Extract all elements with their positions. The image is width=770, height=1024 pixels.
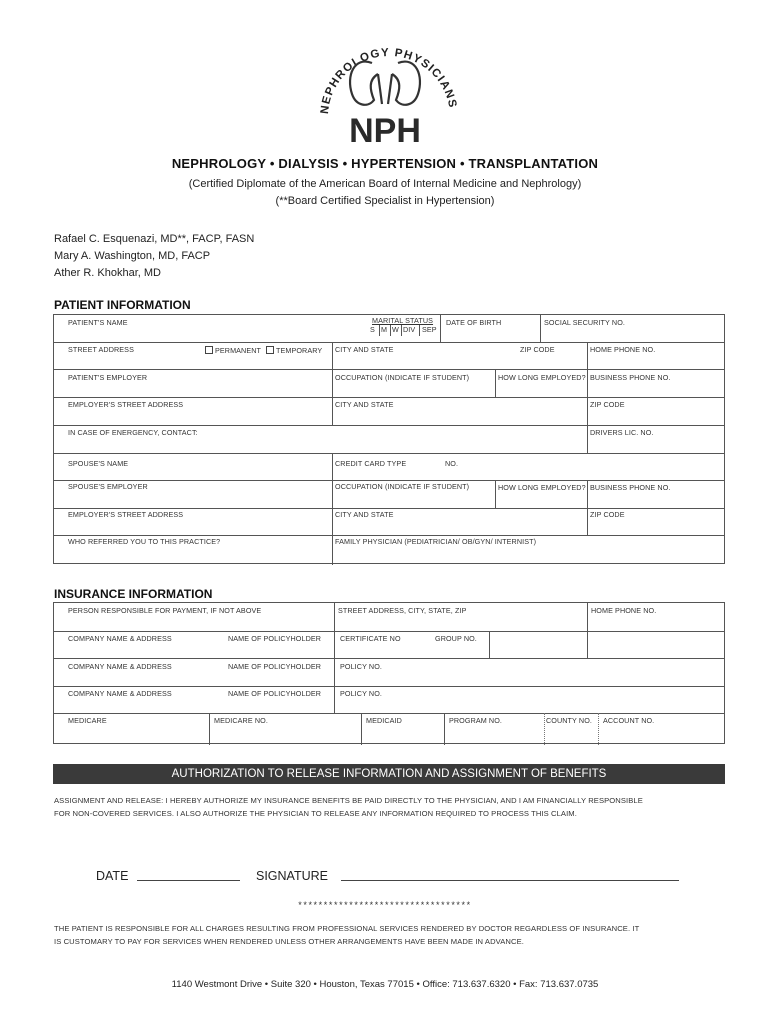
marital-div[interactable]: DIV	[403, 325, 416, 334]
assignment-line-1: ASSIGNMENT AND RELEASE: I HEREBY AUTHORIZE MY INSURANCE BENEFITS BE PAID DIRECTLY TO THE PHYSICIAN, AND I AM FINANCIALLY RESPONSIBLE	[54, 796, 643, 805]
responsible-address-label: STREET ADDRESS, CITY, STATE, ZIP	[338, 606, 467, 615]
spouse-name-label: SPOUSE'S NAME	[68, 459, 129, 468]
spouse-employer-zip-label: ZIP CODE	[590, 510, 625, 519]
logo-graphic	[290, 8, 480, 158]
dob-label: DATE OF BIRTH	[446, 318, 502, 327]
policyholder-1-label: NAME OF POLICYHOLDER	[228, 634, 322, 643]
patient-info-title: PATIENT INFORMATION	[54, 298, 191, 312]
policyholder-2-label: NAME OF POLICYHOLDER	[228, 662, 322, 671]
certification-line: (Certified Diplomate of the American Board of Internal Medicine and Nephrology)	[188, 178, 582, 190]
doctor-3: Ather R. Khokhar, MD	[54, 267, 161, 279]
spouse-employer-label: SPOUSE'S EMPLOYER	[68, 482, 148, 491]
signature-label: SIGNATURE	[256, 869, 328, 883]
spouse-how-long-label: HOW LONG EMPLOYED?	[498, 483, 586, 492]
marital-w[interactable]: W	[392, 325, 399, 334]
spouse-business-phone-label: BUSINESS PHONE NO.	[590, 483, 671, 492]
ssn-label: SOCIAL SECURITY NO.	[544, 318, 625, 327]
marital-s[interactable]: S	[370, 325, 375, 334]
employer-street-label: EMPLOYER'S STREET ADDRESS	[68, 400, 184, 409]
spouse-employer-city-label: CITY AND STATE	[335, 510, 394, 519]
nph-logo	[290, 8, 480, 158]
program-no-label: PROGRAM NO.	[449, 716, 503, 725]
responsible-phone-label: HOME PHONE NO.	[591, 606, 657, 615]
group-no-label: GROUP NO.	[435, 634, 477, 643]
street-address-label: STREET ADDRESS	[68, 345, 134, 354]
referred-by-label: WHO REFERRED YOU TO THIS PRACTICE?	[68, 537, 221, 546]
credit-card-label: CREDIT CARD TYPE	[335, 459, 407, 468]
account-no-label: ACCOUNT NO.	[603, 716, 655, 725]
company-1-label: COMPANY NAME & ADDRESS	[68, 634, 172, 643]
family-physician-label: FAMILY PHYSICIAN (PEDIATRICIAN/ OB/GYN/ INTERNIST)	[335, 537, 537, 546]
how-long-label: HOW LONG EMPLOYED?	[498, 373, 586, 382]
marital-m[interactable]: M	[381, 325, 388, 334]
county-no-label: COUNTY NO.	[546, 716, 592, 725]
patients-name-label: PATIENT'S NAME	[68, 318, 128, 327]
employer-zip-label: ZIP CODE	[590, 400, 625, 409]
kidney-icon	[350, 62, 420, 105]
authorization-banner: AUTHORIZATION TO RELEASE INFORMATION AND ASSIGNMENT OF BENEFITS	[53, 764, 725, 784]
spouse-occupation-label: OCCUPATION (INDICATE IF STUDENT)	[335, 482, 470, 491]
responsibility-line-1: THE PATIENT IS RESPONSIBLE FOR ALL CHARGES RESULTING FROM PROFESSIONAL SERVICES RENDERED BY DOCTOR REGARDLESS OF INSURANCE. IT	[54, 924, 640, 933]
medicare-label: MEDICARE	[68, 716, 107, 725]
credit-card-no-label: NO.	[445, 459, 459, 468]
medicare-no-label: MEDICARE NO.	[214, 716, 268, 725]
home-phone-label: HOME PHONE NO.	[590, 345, 656, 354]
logo-initials: NPH	[349, 112, 421, 150]
marital-sep[interactable]: SEP	[422, 325, 437, 334]
responsibility-line-2: IS CUSTOMARY TO PAY FOR SERVICES WHEN RENDERED UNLESS OTHER ARRANGEMENTS HAVE BEEN MADE IN ADVANCE.	[54, 937, 524, 946]
patient-info-grid	[53, 314, 725, 564]
policy-3-label: POLICY NO.	[340, 689, 383, 698]
assignment-line-2: FOR NON-COVERED SERVICES. I ALSO AUTHORIZE THE PHYSICIAN TO RELEASE ANY INFORMATION REQUIRED TO PROCESS THIS CLAIM.	[54, 809, 577, 818]
insurance-info-grid	[53, 602, 725, 744]
zip-label: ZIP CODE	[520, 345, 555, 354]
temporary-option[interactable]: TEMPORARY	[266, 346, 322, 355]
permanent-option[interactable]: PERMANENT	[205, 346, 261, 355]
separator-stars: **********************************	[298, 900, 472, 910]
marital-status-label: MARITAL STATUS	[372, 316, 434, 325]
certificate-no-label: CERTIFICATE NO	[340, 634, 401, 643]
drivers-license-label: DRIVERS LIC. NO.	[590, 428, 654, 437]
company-3-label: COMPANY NAME & ADDRESS	[68, 689, 172, 698]
medicaid-label: MEDICAID	[366, 716, 402, 725]
employer-city-label: CITY AND STATE	[335, 400, 394, 409]
date-label: DATE	[96, 869, 129, 883]
policy-2-label: POLICY NO.	[340, 662, 383, 671]
board-note: (**Board Certified Specialist in Hypertension)	[275, 195, 495, 207]
temporary-checkbox[interactable]	[266, 346, 274, 354]
insurance-info-title: INSURANCE INFORMATION	[54, 587, 213, 601]
footer-address: 1140 Westmont Drive • Suite 320 • Houston, Texas 77015 • Office: 713.637.6320 • Fax: 713.637.0735	[171, 979, 599, 990]
logo-arc-text: NEPHROLOGY PHYSICIANS	[318, 46, 459, 115]
date-field[interactable]	[137, 880, 240, 881]
specialties-heading: NEPHROLOGY • DIALYSIS • HYPERTENSION • TRANSPLANTATION	[171, 156, 599, 171]
doctor-2: Mary A. Washington, MD, FACP	[54, 250, 211, 262]
company-2-label: COMPANY NAME & ADDRESS	[68, 662, 172, 671]
business-phone-label: BUSINESS PHONE NO.	[590, 373, 671, 382]
city-state-label: CITY AND STATE	[335, 345, 394, 354]
doctor-1: Rafael C. Esquenazi, MD**, FACP, FASN	[54, 233, 255, 245]
responsible-party-label: PERSON RESPONSIBLE FOR PAYMENT, IF NOT ABOVE	[68, 606, 262, 615]
employer-label: PATIENT'S EMPLOYER	[68, 373, 148, 382]
signature-field[interactable]	[341, 880, 679, 881]
occupation-label: OCCUPATION (INDICATE IF STUDENT)	[335, 373, 470, 382]
spouse-employer-street-label: EMPLOYER'S STREET ADDRESS	[68, 510, 184, 519]
policyholder-3-label: NAME OF POLICYHOLDER	[228, 689, 322, 698]
emergency-contact-label: IN CASE OF ENERGENCY, CONTACT:	[68, 428, 198, 437]
permanent-checkbox[interactable]	[205, 346, 213, 354]
